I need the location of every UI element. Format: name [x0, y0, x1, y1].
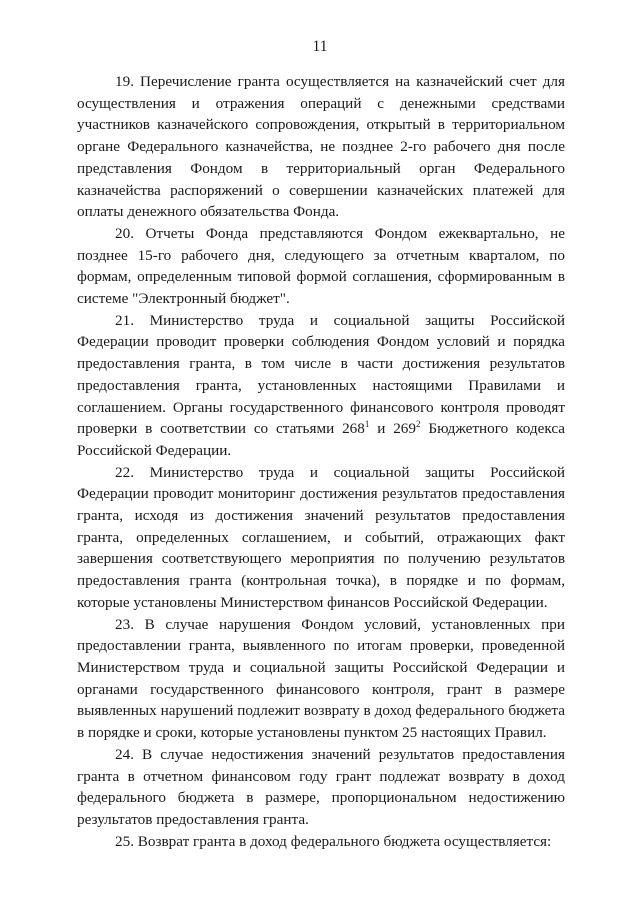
paragraph-23: 23. В случае нарушения Фондом условий, установленных при предоставлении гранта, выявленного по итогам проверки, проведенной Министерством труда и социальной защиты Российской Федерации и органами государственного финансового контроля, грант в размере выявленных нарушений подлежит возврату в доход федерального бюджета в порядке и сроки, которые установлены пунктом 25 настоящих Правил.: [77, 615, 565, 742]
paragraph-25: 25. Возврат гранта в доход федерального бюджета осуществляется:: [115, 832, 552, 850]
article-269-superscript: 2: [416, 419, 421, 430]
paragraph-21: [77, 310, 565, 462]
paragraph-21-text-b: и 269: [369, 420, 416, 438]
document-body: [77, 71, 565, 852]
paragraph-21-text-a: 21. Министерство труда и социальной защиты Российской Федерации проводит проверки соблюдения Фондом условий и порядка предоставления гранта, в том числе в части достижения результатов предоставления гранта, установленных настоящими Правилами и соглашением. Органы государственного финансового контроля проводят проверки в соответствии со статьями 268: [77, 311, 565, 438]
paragraph-24: 24. В случае недостижения значений результатов предоставления гранта в отчетном финансовом году грант подлежат возврату в доход федерального бюджета в размере, пропорциональном недостижению результатов предоставления гранта.: [77, 745, 565, 828]
paragraph-20: 20. Отчеты Фонда представляются Фондом ежеквартально, не позднее 15-го рабочего дня, следующего за отчетным кварталом, по формам, определенным типовой формой соглашения, сформированным в системе "Электронный бюджет".: [77, 224, 565, 308]
paragraph-21-text-c: Бюджетного кодекса Российской Федерации.: [77, 420, 565, 459]
paragraph-19: 19. Перечисление гранта осуществляется на казначейский счет для осуществления и отражения операций с денежными средствами участников казначейского сопровождения, открытый в территориальном органе Федерального казначейства, не позднее 2-го рабочего дня после представления Фондом в территориальный орган Федерального казначейства распоряжений о совершении казначейских платежей для оплаты денежного обязательства Фонда.: [77, 73, 565, 221]
page-number: 11: [312, 38, 328, 55]
article-268-superscript: 1: [364, 419, 370, 430]
paragraph-22: 22. Министерство труда и социальной защиты Российской Федерации проводит мониторинг достижения результатов предоставления гранта, исходя из достижения значений результатов предоставления гранта, определенных соглашением, и событий, отражающих факт завершения соответствующего мероприятия по получению результатов предоставления гранта (контрольная точка), в порядке и по формам, которые установлены Министерством финансов Российской Федерации.: [77, 463, 565, 611]
